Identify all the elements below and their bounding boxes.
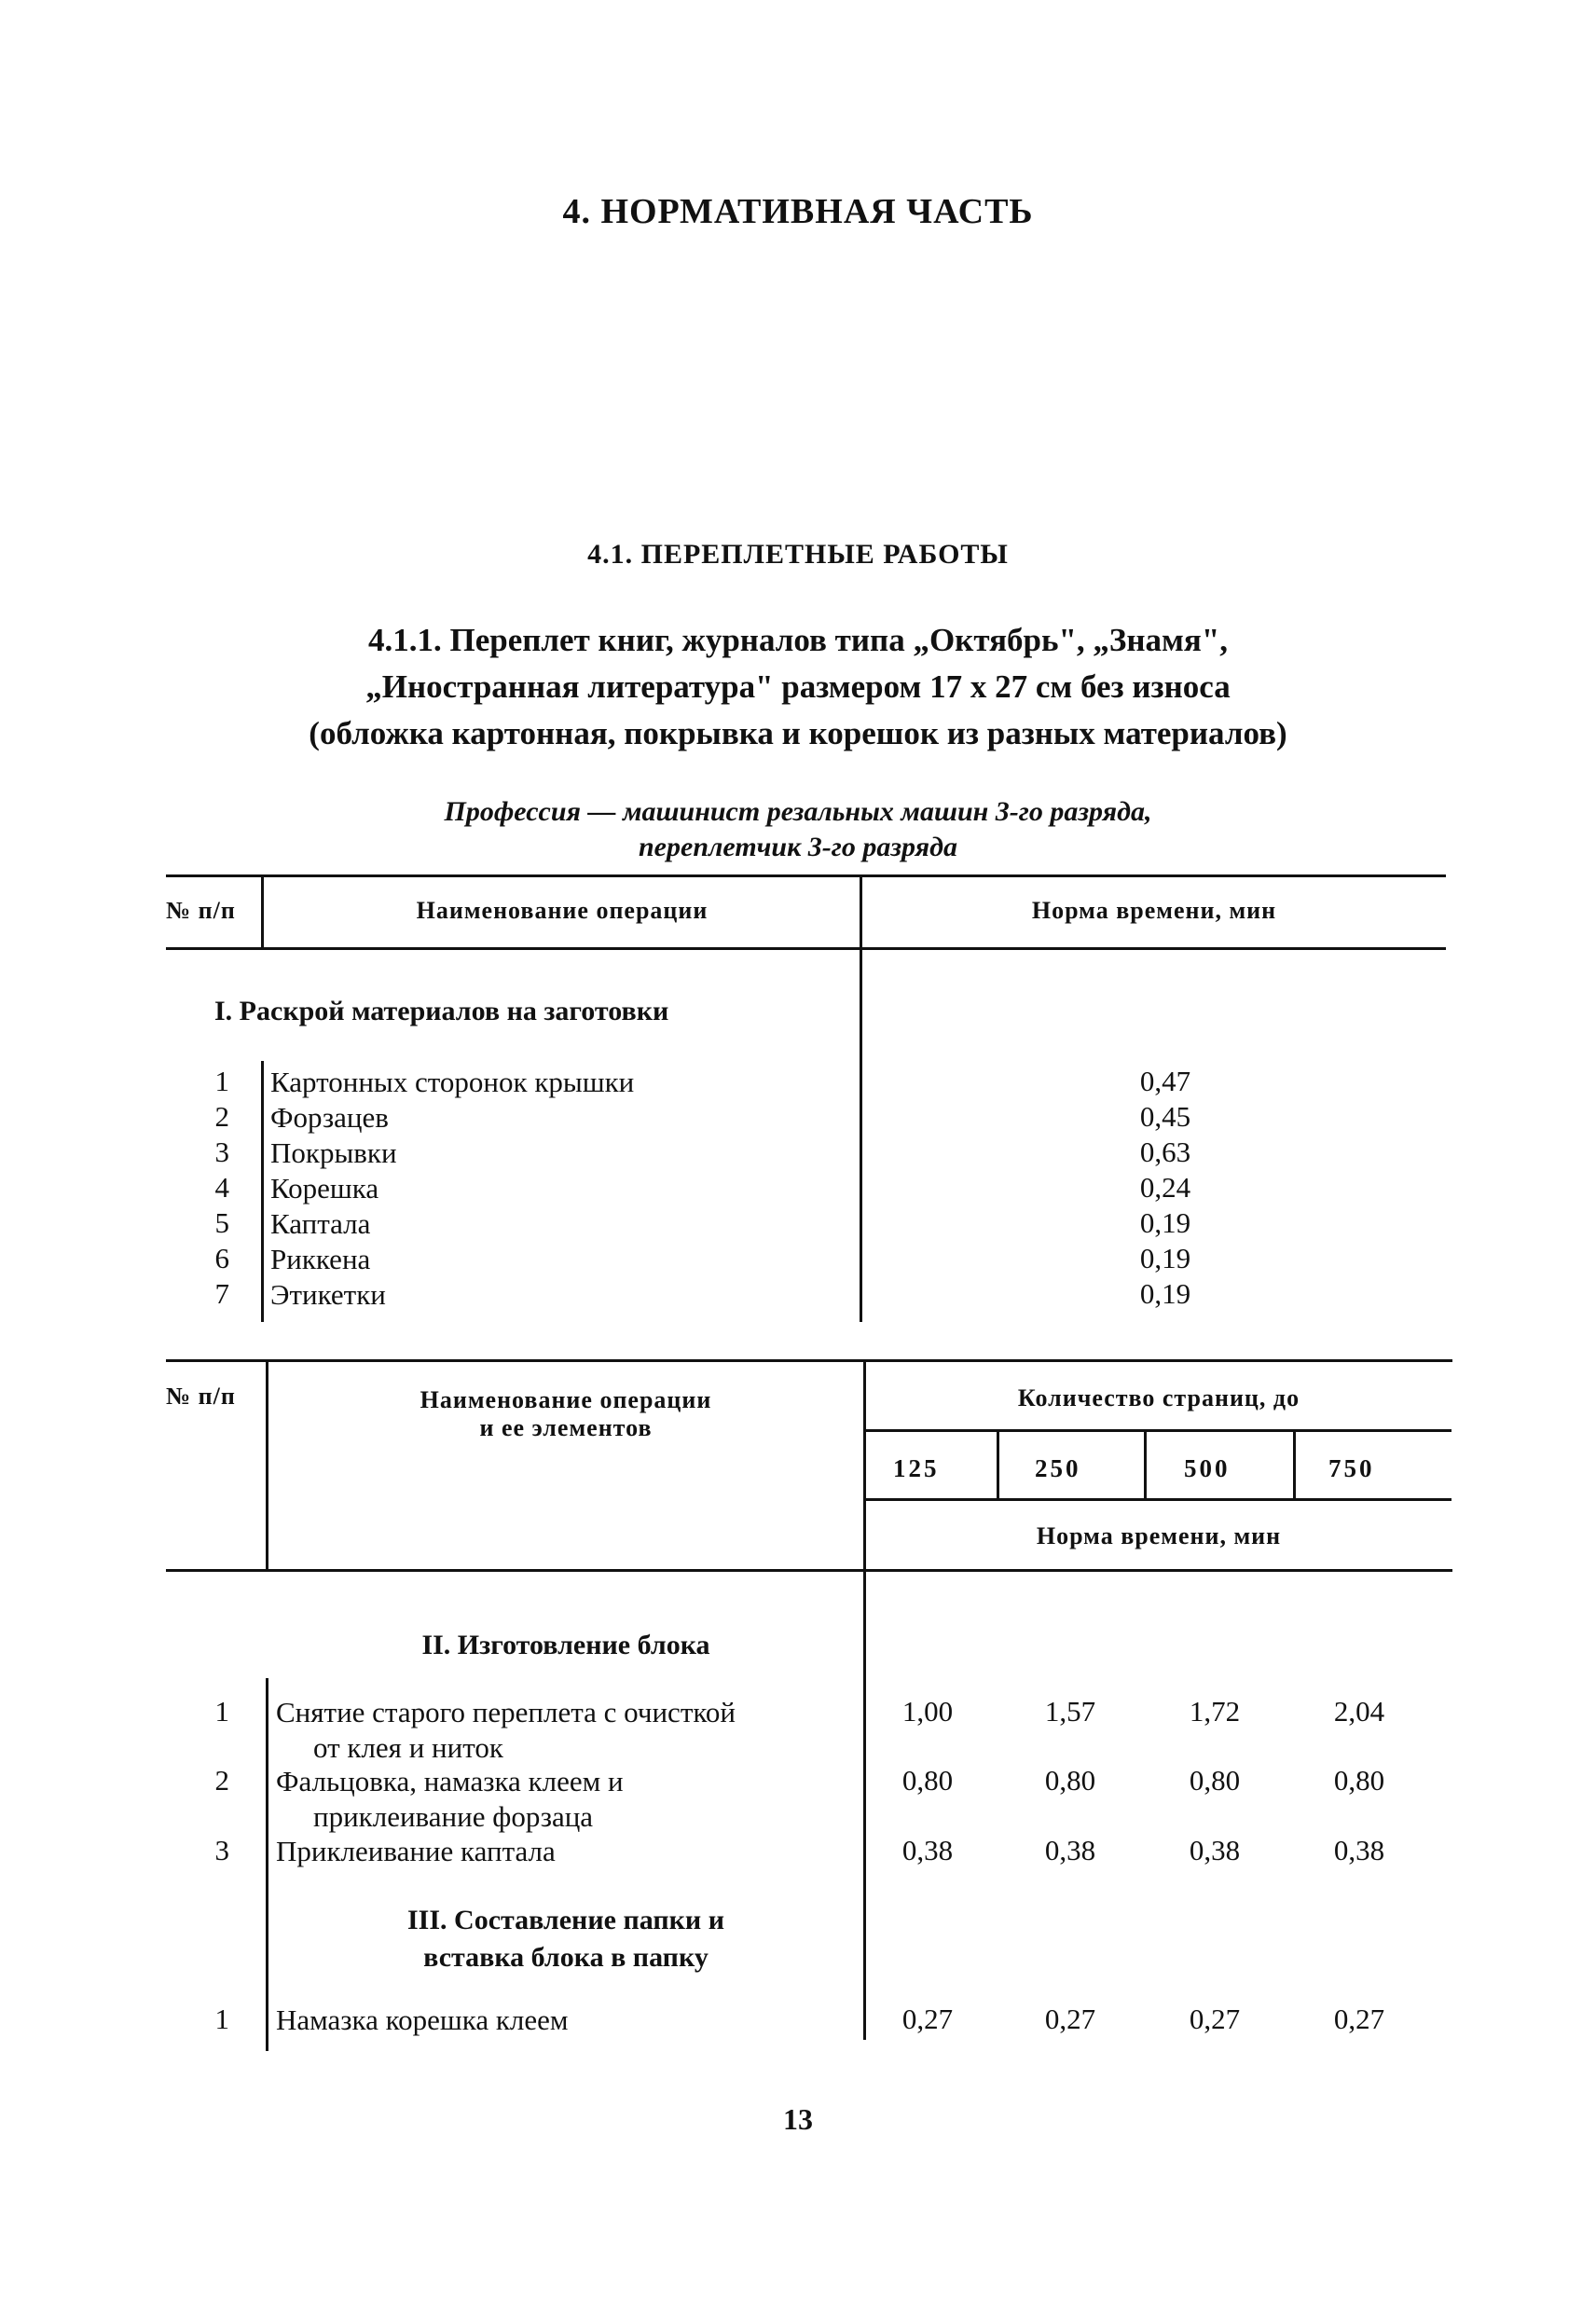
row-number: 5 — [214, 1206, 229, 1239]
table-row — [166, 1065, 1446, 1100]
row-value: 0,19 — [1139, 1242, 1191, 1274]
row-value-125: 0,80 — [901, 1764, 954, 1797]
page-title: 4. НОРМАТИВНАЯ ЧАСТЬ — [562, 192, 1034, 231]
table-row — [166, 1242, 1446, 1277]
row-number: 3 — [214, 1136, 229, 1168]
table2-col-250: 250 — [1035, 1454, 1081, 1482]
table1-header-rule — [166, 947, 1446, 950]
table-row — [166, 1136, 1446, 1171]
row-name — [276, 1764, 624, 1835]
row-value: 0,19 — [1139, 1277, 1191, 1310]
table-row — [166, 1695, 1452, 1765]
row-value: 0,24 — [1139, 1171, 1191, 1204]
row-number: 3 — [214, 1834, 229, 1866]
row-value-250: 0,38 — [1044, 1834, 1096, 1866]
row-number: 4 — [214, 1171, 229, 1204]
row-name: Этикетки — [270, 1278, 386, 1311]
row-value-125: 1,00 — [901, 1695, 954, 1728]
table2-header-rule — [166, 1569, 1452, 1572]
row-name: Форзацев — [270, 1101, 389, 1134]
row-name-line-1: Снятие старого переплета с очисткой — [276, 1696, 736, 1728]
row-name: Риккена — [270, 1243, 371, 1275]
subsection-line-2: „Иностранная литература" размером 17 x 27 см без износа — [365, 668, 1231, 705]
row-name: Каптала — [270, 1207, 371, 1240]
table2-divider-col-2 — [1144, 1429, 1147, 1498]
row-value: 0,45 — [1139, 1100, 1191, 1133]
row-value-125: 0,38 — [901, 1834, 954, 1866]
table2-cols-rule — [864, 1498, 1452, 1501]
row-name-line-2: приклеивание форзаца — [313, 1800, 594, 1833]
subsection-line-1: 4.1.1. Переплет книг, журналов типа „Октябрь", „Знамя", — [367, 622, 1229, 658]
table-row — [166, 1171, 1446, 1206]
table2-top-rule — [166, 1359, 1452, 1362]
subsection-line-3: (обложка картонная, покрывка и корешок из разных материалов) — [309, 715, 1287, 751]
table2-header-operation — [268, 1386, 863, 1442]
table2-group-2-title: II. Изготовление блока — [421, 1630, 710, 1660]
table-row — [166, 1206, 1446, 1242]
table1-header-norm: Норма времени, мин — [1031, 897, 1277, 924]
table2-col-125: 125 — [893, 1454, 940, 1482]
table2-group-3-line-1: III. Составление папки и — [407, 1905, 724, 1935]
table1-header-num: № п/п — [166, 897, 236, 924]
row-number: 7 — [214, 1277, 229, 1310]
row-value-750: 0,27 — [1333, 2003, 1385, 2035]
subsection-title — [0, 617, 1596, 757]
table2-divider-col-3 — [1293, 1429, 1296, 1498]
table2-header-norm: Норма времени, мин — [1036, 1522, 1282, 1549]
row-value-500: 1,72 — [1189, 1695, 1241, 1728]
section-title: 4.1. ПЕРЕПЛЕТНЫЕ РАБОТЫ — [587, 539, 1009, 570]
row-name: Корешка — [270, 1172, 379, 1205]
row-number: 1 — [214, 1695, 229, 1728]
table2-divider-col-1 — [997, 1429, 999, 1498]
table-row — [166, 1277, 1446, 1313]
table-row — [166, 2003, 1452, 2040]
table1-group-title: I. Раскрой материалов на заготовки — [214, 996, 669, 1026]
table2-col-500: 500 — [1184, 1454, 1231, 1482]
row-value-500: 0,27 — [1189, 2003, 1241, 2035]
row-number: 2 — [214, 1764, 229, 1797]
row-name: Приклеивание каптала — [276, 1835, 556, 1867]
table-row — [166, 1834, 1452, 1871]
row-value-500: 0,80 — [1189, 1764, 1241, 1797]
table1-header-operation: Наименование операции — [416, 897, 709, 924]
table2-group-3-line-2: вставка блока в папку — [423, 1942, 709, 1973]
row-name: Намазка корешка клеем — [276, 2003, 569, 2036]
row-value-750: 0,38 — [1333, 1834, 1385, 1866]
row-name-line-2: от клея и ниток — [313, 1731, 503, 1764]
row-number: 1 — [214, 2003, 229, 2035]
table1-rows — [166, 1065, 1446, 1313]
table2-col-750: 750 — [1328, 1454, 1375, 1482]
row-value-250: 1,57 — [1044, 1695, 1096, 1728]
row-name: Картонных сторонок крышки — [270, 1066, 635, 1098]
row-value-125: 0,27 — [901, 2003, 954, 2035]
row-value: 0,47 — [1139, 1065, 1191, 1097]
table-row — [166, 1764, 1452, 1834]
row-value-500: 0,38 — [1189, 1834, 1241, 1866]
table2-header-operation-line-1: Наименование операции — [420, 1386, 712, 1413]
profession-note — [0, 794, 1596, 865]
row-number: 2 — [214, 1100, 229, 1133]
row-value: 0,63 — [1139, 1136, 1191, 1168]
profession-line-1: Профессия — машинист резальных машин 3-го разряда, — [444, 796, 1152, 827]
table1-top-rule — [166, 874, 1446, 877]
profession-line-2: переплетчик 3-го разряда — [639, 832, 957, 862]
row-value-750: 0,80 — [1333, 1764, 1385, 1797]
table2-header-num: № п/п — [166, 1383, 236, 1410]
row-value-250: 0,80 — [1044, 1764, 1096, 1797]
table-row — [166, 1100, 1446, 1136]
table2-group-3-title — [268, 1902, 863, 1976]
row-value-750: 2,04 — [1333, 1695, 1385, 1728]
row-number: 6 — [214, 1242, 229, 1274]
table2-pages-rule — [864, 1429, 1452, 1432]
row-value-250: 0,27 — [1044, 2003, 1096, 2035]
row-name — [276, 1695, 736, 1766]
table2-header-pages: Количество страниц, до — [1017, 1384, 1300, 1411]
row-number: 1 — [214, 1065, 229, 1097]
row-name: Покрывки — [270, 1136, 397, 1169]
table2-header-operation-line-2: и ее элементов — [479, 1414, 653, 1441]
page-number: 13 — [783, 2102, 813, 2136]
row-name-line-1: Фальцовка, намазка клеем и — [276, 1765, 624, 1797]
row-value: 0,19 — [1139, 1206, 1191, 1239]
